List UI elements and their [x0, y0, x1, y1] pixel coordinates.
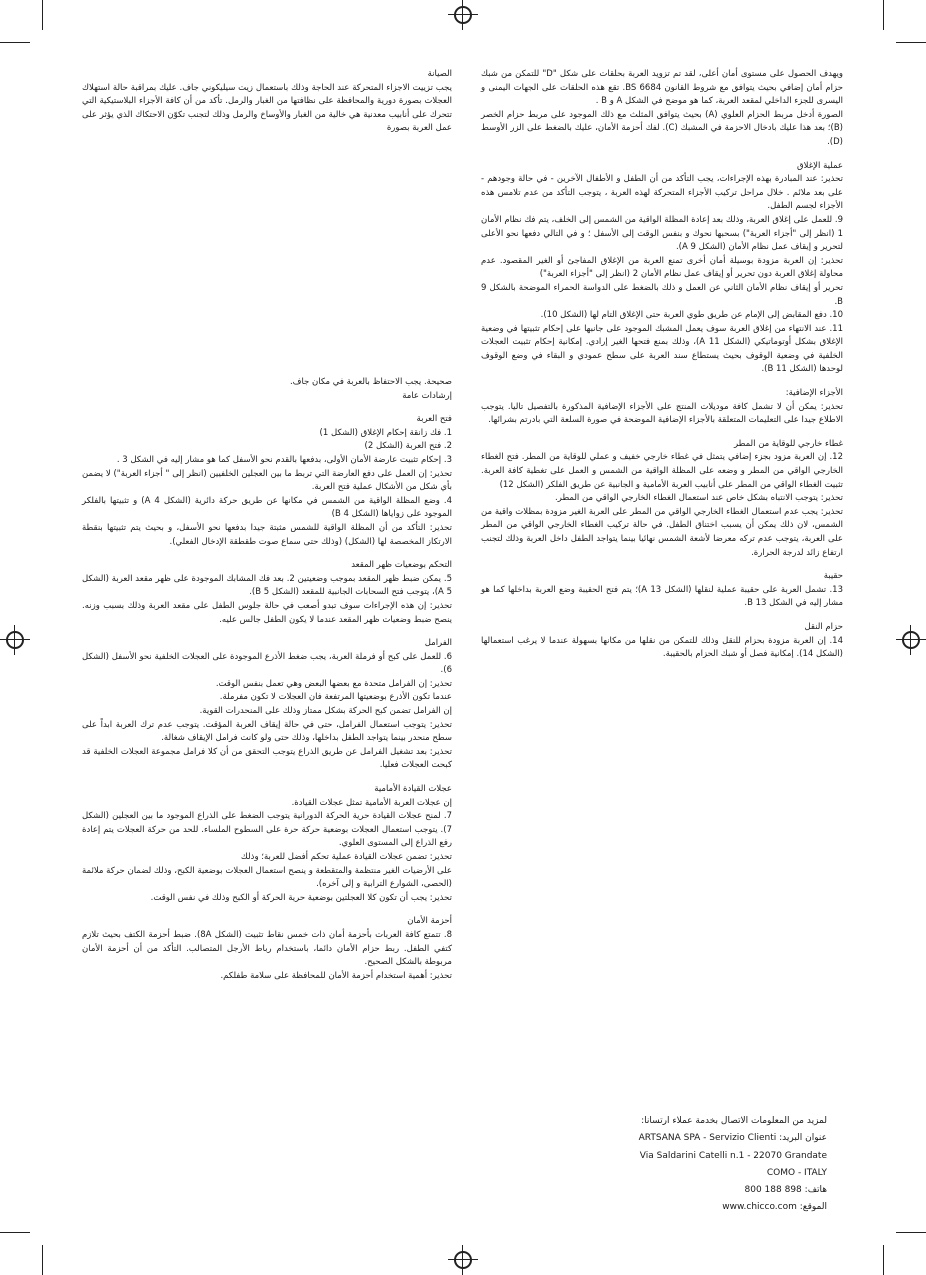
paragraph: تحذير: يمكن أن لا تشمل كافة موديلات المنتج على الأجزاء الإضافية المذكورة بالتفصيل تاليا. يتوجب الاطلاع جيدا على التعليمات المتعلقة بالأجزاء الإضافية الموضحة في صورة السلعة التي بادرتم بشرائها.	[481, 401, 843, 426]
section-heading: الفرامل	[424, 638, 452, 649]
section-heading: الصيانة	[427, 69, 452, 79]
right-column	[481, 68, 843, 662]
paragraph: 13. تشمل العربة على حقيبة عملية لنقلها (الشكل 13 A)؛ يتم فتح الحقيبة وضع العربة بداخلها كما هو مشار إليه في الشكل 13 B.	[481, 584, 843, 609]
crop-mark	[883, 0, 884, 30]
paragraph: تحذير: التأكد من أن المظلة الواقية للشمس مثبتة جيدا بدفعها نحو الأسفل، و بحيث يتم تثبيتها بنقطة الارتكاز المخصصة لها (الشكل) (وذلك حتى سماع صوت طقطقة الإدخال الفعلي).	[82, 522, 452, 547]
section-heading: التحكم بوضعيات ظهر المقعد	[351, 560, 452, 571]
contact-phone-row	[567, 1182, 827, 1199]
paragraph: تحذير: يجب أن تكون كلا العجلتين بوضعية حرية الحركة أو الكبح وذلك في نفس الوقت.	[150, 892, 452, 903]
paragraph: صحيحة. يجب الاحتفاظ بالعربة في مكان جاف.	[289, 377, 452, 387]
paragraph: يجب تزييت الاجزاء المتحركة عند الحاجة وذلك باستعمال زيت سيليكوني جاف. عليك بمراقبة حالة استهلاك العجلات بصورة دورية والمحافظة على نظافتها من الغبار والرمل. تأكد من أن كافة الأجزاء البلاستيكية التي تتحرك على أنابيب معدنية هي خالية من الغبار والأوساخ والرمل وذلك لتجنب تكوّن الاحتكاك الذي يؤثر على عمل العربة بصورة	[82, 82, 452, 134]
paragraph: 7. لمنح عجلات القيادة حرية الحركة الدورانية يتوجب الضغط على الذراع الموجود ما بين العجلين (الشكل 7). يتوجب استعمال العجلات بوضعية حركة حرة على السطوح الملساء. للحد من حركة العجلات يتم إعادة رفع الذراع إلى المستوى العلوي.	[82, 811, 452, 849]
address-label: عنوان البريد:	[779, 1133, 827, 1144]
paragraph: 14. إن العربة مزودة بحزام للنقل وذلك للتمكن من نقلها من مكانها بسهولة عندما لا يرغب استعمالها (الشكل 14). إمكانية فصل أو شبك الحزام بالحقيبة.	[481, 635, 843, 660]
paragraph: 10. دفع المقابض إلى الإمام عن طريق طوي العربة حتى الإغلاق التام لها (الشكل 10).	[540, 310, 843, 321]
site-label: الموقع:	[799, 1202, 827, 1213]
paragraph: 1. فك زانقة إحكام الإغلاق (الشكل 1)	[319, 427, 452, 438]
paragraph: تحرير أو إيقاف نظام الأمان الثاني عن العمل و ذلك بالضغط على الدواسة الحمراء الموضحة بالشكل 9 B.	[481, 282, 843, 307]
paragraph: إن عجلات العربة الأمامية تمثل عجلات القيادة.	[291, 797, 452, 808]
registration-mark-right	[900, 629, 922, 651]
company-name: ARTSANA SPA - Servizio Clienti	[638, 1133, 777, 1144]
crop-mark	[896, 1232, 926, 1233]
paragraph: تحذير: يتوجب استعمال الفرامل، حتى في حالة إيقاف العربة المؤقت. يتوجب عدم ترك العربة ابداً على سطح منحدر بينما يتواجد الطفل بداخلها، وذلك حتى ولو كانت فرامل الإيقاف شغالة.	[82, 719, 452, 744]
paragraph: 6. للعمل على كبح أو فرملة العربة، يجب ضغط الأذرع الموجودة على العجلات الخلفية نحو الأسفل (الشكل 6).	[82, 651, 452, 676]
paragraph: الصورة أدخل مربط الحزام العلوي (A) بحيث يتوافق المثلث مع ذلك الموجود على مربط حزام الخصر (B)؛ بعد هذا عليك بادخال الاحزمة في المشبك (C). لفك أحزمة الأمان، عليك بالضغط على الزر الأوسط (D).	[481, 109, 844, 147]
crop-mark	[0, 1232, 30, 1233]
crop-mark	[0, 42, 30, 43]
contact-address-row	[567, 1130, 827, 1147]
website-link[interactable]: www.chicco.com	[722, 1202, 797, 1213]
section-heading: غطاء خارجي للوقاية من المطر	[733, 438, 843, 449]
crop-mark	[883, 1245, 884, 1275]
paragraph: 12. إن العربة مزود بجزء إضافي يتمثل في غطاء خارجي خفيف و عملي للوقاية من المطر. فتح الغطاء الخارجي الواقي من المطر و وضعه على المظلة الواقية من الشمس و العمل على تغطية كافة العربة. تثبيت الغطاء الواقي من المطر على أنابيب العربة الأمامية و الجانبية عن طريق الفلكر (الشكل 12)	[481, 452, 843, 490]
paragraph: تحذير: إن هذه الإجراءات سوف تبدو أصعب في حالة جلوس الطفل على مقعد العربة وذلك بسبب وزنه. ينصح ضبط وضعيات ظهر المقعد عندما لا يكون الطفل جالس عليه.	[82, 600, 452, 625]
section-heading: عجلات القيادة الأمامية	[374, 784, 452, 795]
section-heading: حقيبة	[823, 571, 843, 582]
paragraph: عندما تكون الأذرع بوضعيتها المرتفعة فان العجلات لا تكون مفرملة.	[219, 692, 452, 703]
phone-number[interactable]: 800 188 898	[744, 1185, 802, 1196]
paragraph: تحذير: إن الفرامل متحدة مع بعضها البعض وهي تعمل بنفس الوقت.	[215, 678, 452, 689]
paragraph: إرشادات عامة	[402, 390, 452, 401]
contact-intro: لمزيد من المعلومات الاتصال بخدمة عملاء ارتسانا:	[641, 1116, 827, 1126]
paragraph: 3. إحكام تثبيت عارضة الأمان الأولى، بدفعها بالقدم نحو الأسفل كما هو مشار إليه في الشكل 3 .	[116, 454, 452, 465]
section-heading: فتح العربة	[416, 414, 452, 425]
crop-mark	[896, 42, 926, 43]
paragraph: تحذير: بعد تشغيل الفرامل عن طريق الذراع يتوجب التحقق من أن كلا فرامل مجموعة العجلات الخلفية قد كبحت العجلات فعليا.	[82, 746, 452, 771]
paragraph: تحذير: يجب عدم استعمال الغطاء الخارجي الواقي من المطر على العربة الغير مزودة بمظلات واقية من الشمس، لان ذلك يمكن أن يسبب اختناق الطفل. في حالة تركيب الغطاء الخارجي الواقي من المطر على العربة، يتوجب عدم تركه معرضا لأشعة الشمس نهائيا بينما يتواجد الطفل داخل العربة وذلك لتجنب ارتفاع زائد لدرجة الحرارة.	[481, 506, 843, 558]
paragraph: 9. للعمل على إغلاق العربة، وذلك بعد إعادة المظلة الواقية من الشمس إلى الخلف، يتم فك نظام الأمان 1 (انظر إلى "أجزاء العربة") بسحبها نحوك و بنفس الوقت إلى الأسفل ؛ و في التالي دفعها نحو الأعلى لتحرير و إيقاف عمل نظام الأمان (الشكل 9 A).	[481, 214, 843, 253]
paragraph: على الأرضيات الغير منتظمة والمتقطعة و ينصح استعمال العجلات بوضعية الكبح، وذلك لضمان حركة ملائمة (الحصى، الشوارع الترابية و إلى آخره).	[82, 865, 452, 890]
paragraph: تحذير: تضمن عجلات القيادة عملية تحكم أفضل للعربة؛ وذلك	[240, 852, 452, 862]
registration-mark-top	[452, 4, 474, 26]
section-heading: أحزمة الأمان	[407, 916, 452, 927]
paragraph: إن الفرامل تضمن كبح الحركة بشكل ممتاز وذلك على المنحدرات القوية.	[199, 706, 452, 717]
contact-site-row	[567, 1199, 827, 1216]
left-column-top	[82, 68, 452, 136]
paragraph: 11. عند الانتهاء من إغلاق العربة سوف يعمل المشبك الموجود على جانبها على إحكام تثبيتها في وضعية الإغلاق بشكل أوتوماتيكي (الشكل 11 A)، وذلك بمنع فتحها الغير إرادي. إمكانية إحكام تثبيت العجلات الخلفية في وضعية الوقوف بحيث يستطاع سند العربة على سطح عمودي و البقاء في وضع الوقوف لوحدها (الشكل 11 B).	[481, 323, 843, 375]
paragraph: تحذير: عند المبادرة بهذه الإجراءات، يجب التأكد من أن الطفل و الأطفال الآخرين - في حالة وجودهم - على بعد ملائم . خلال مراحل تركيب الأجزاء المتحركة لهذه العربة ، يتوجب التأكد من عدم تلامس هذه الأجزاء لجسم الطفل.	[481, 174, 843, 212]
paragraph: تحذير: أهمية استخدام أحزمة الأمان للمحافظة على سلامة طفلكم.	[220, 970, 452, 981]
left-column-main	[82, 376, 452, 983]
registration-mark-bottom	[452, 1249, 474, 1271]
section-heading: الأجزاء الإضافية:	[785, 388, 843, 399]
paragraph: تحذير: إن العربة مزودة بوسيلة أمان أخرى تمنع العربة من الإغلاق المفاجئ أو الغير المقصود. عدم محاولة إغلاق العربة دون تحرير أو إيقاف عمل نظام الأمان 2 (انظر إلى "أجزاء العربة")	[481, 255, 843, 280]
paragraph: 2. فتح العربة (الشكل 2)	[364, 441, 452, 452]
paragraph: تحذير: إن العمل على دفع العارضة التي تربط ما بين العجلين الخلفيين (انظر إلى " أجزاء العربة") لا يضمن بأي شكل من الأشكال عملية فتح العربة.	[82, 468, 452, 493]
phone-label: هاتف:	[804, 1185, 827, 1196]
crop-mark	[42, 1245, 43, 1275]
paragraph: 5. يمكن ضبط ظهر المقعد بموجب وضعيتين 2. بعد فك المشابك الموجودة على ظهر مقعد العربة (الشكل 5 A)، يتوجب فتح السحابات الجانبية للمقعد (الشكل 5 B).	[82, 573, 452, 598]
paragraph: تحذير: يتوجب الانتباه بشكل خاص عند استعمال الغطاء الخارجي الواقي من المطر.	[555, 493, 843, 504]
crop-mark	[42, 0, 43, 30]
section-heading: حزام النقل	[804, 621, 843, 632]
registration-mark-left	[4, 629, 26, 651]
paragraph: ويهدف الحصول على مستوى أمان أعلى، لقد تم تزويد العربة بحلقات على شكل "D" للتمكن من شبك حزام أمان إضافي بحيث يتوافق مع شروط القانون BS 6684. تقع هذه الحلقات على الجهات اليمنى و اليسرى للجزء الداخلي لمقعد العربة، كما هو موضح في الشكل A و B .	[481, 69, 844, 107]
paragraph: 4. وضع المظلة الواقية من الشمس في مكانها عن طريق حركة دائرية (الشكل 4 A) و تثبيتها بالفلكر الموجود على زواياها (الشكل 4 B)	[82, 495, 453, 520]
section-heading: عملية الإغلاق	[797, 160, 843, 171]
street-address: Via Saldarini Catelli n.1 - 22070 Grandate	[639, 1150, 827, 1161]
paragraph: 8. تتمتع كافة العربات بأحزمة أمان ذات خمس نقاط تثبيت (الشكل 8A). ضبط أحزمة الكتف بحيث تلازم كتفي الطفل. ربط حزام الأمان دائما، باستخدام رباط الأرجل المتصالب. التأكد من أن أحزمة الأمان مربوطة بالشكل الصحيح.	[82, 929, 452, 968]
contact-block	[567, 1113, 827, 1217]
city: COMO - ITALY	[766, 1167, 827, 1178]
